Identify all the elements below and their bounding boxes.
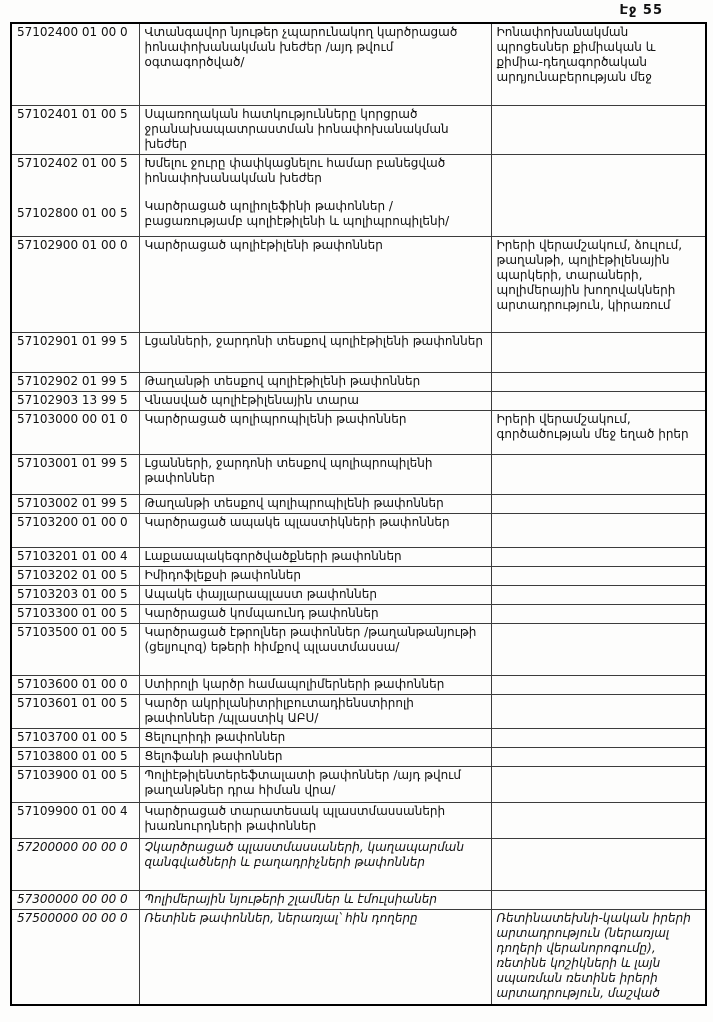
waste-description: Ստիրոլի կարծր համապոլիմերների թափոններ [144, 676, 445, 691]
source-cell [491, 154, 706, 236]
code-cell [11, 332, 139, 372]
waste-description: Վնասված պոլիէթիլենային տարա [144, 392, 359, 407]
description-cell [139, 675, 491, 694]
table-row [11, 675, 706, 694]
code-cell [11, 747, 139, 766]
source-cell [491, 547, 706, 566]
waste-code: 57102402 01 00 5 [17, 155, 128, 170]
waste-description: Թաղանթի տեսքով պոլիէթիլենի թափոններ [144, 373, 421, 388]
source-cell [491, 623, 706, 675]
waste-description: Չկարծրացած պլաստմասսաների, կաղապարման զանգվածների և բաղադրիչների թափոններ [144, 839, 464, 869]
description-cell [139, 372, 491, 391]
code-cell [11, 23, 139, 105]
waste-description: Իմիդոֆլեքսի թափոններ [144, 567, 302, 582]
code-cell [11, 890, 139, 909]
source-cell [491, 23, 706, 105]
code-cell [11, 105, 139, 154]
description-cell [139, 604, 491, 623]
code-cell [11, 675, 139, 694]
waste-code: 57103001 01 99 5 [17, 455, 128, 470]
waste-description: Կարծրացած պոլիպրոպիլենի թափոններ [144, 411, 407, 426]
source-cell [491, 454, 706, 494]
table-row [11, 332, 706, 372]
description-cell [139, 23, 491, 105]
source-cell [491, 391, 706, 410]
table-row [11, 410, 706, 454]
code-cell [11, 154, 139, 236]
description-cell [139, 494, 491, 513]
code-cell [11, 372, 139, 391]
table-row [11, 604, 706, 623]
waste-description: Լցանների, ջարդոնի տեսքով պոլիպրոպիլենի թափոններ [144, 455, 433, 485]
source-cell [491, 675, 706, 694]
source-cell [491, 604, 706, 623]
waste-code: 57102800 01 00 5 [17, 205, 128, 220]
source-cell [491, 802, 706, 838]
waste-description: Կարծրացած պոլիէթիլենի թափոններ [144, 237, 383, 252]
page-number: Էջ 55 [619, 3, 663, 18]
waste-code: 57103200 01 00 0 [17, 514, 128, 529]
code-cell [11, 566, 139, 585]
waste-source: Իրերի վերամշակում, գործածության մեջ եղած իրեր [496, 411, 689, 441]
waste-source: Ռետինատեխնի-կական իրերի արտադրություն (ներառյալ դողերի վերանորոգումը), ռետինե կոշիկների և լայն սպառման ռետինե իրերի արտադրություն, մաշված [496, 910, 691, 1000]
code-cell [11, 694, 139, 728]
waste-code: 57103202 01 00 5 [17, 567, 128, 582]
table-row [11, 728, 706, 747]
waste-description: Սպառողական հատկությունները կորցրած ջրանախապատրաստման իոնափոխանակման խեժեր [144, 106, 449, 151]
table-row [11, 454, 706, 494]
waste-source: Իրերի վերամշակում, ձուլում, թաղանթի, պոլիէթիլենային պարկերի, տարաների, պոլիմերային խողովակների արտադրություն, կիրառում [496, 237, 683, 312]
waste-code: 57103500 01 00 5 [17, 624, 128, 639]
table-row [11, 154, 706, 236]
code-cell [11, 766, 139, 802]
source-cell [491, 372, 706, 391]
table-row [11, 236, 706, 332]
waste-description: Խմելու ջուրը փափկացնելու համար բանեցված իոնափոխանակման խեժեր [144, 155, 446, 185]
table-row [11, 838, 706, 890]
waste-description: Պոլիէթիլենտերեֆտալատի թափոններ /այդ թվում թաղանթներ դրա հիման վրա/ [144, 767, 461, 797]
waste-table-body [11, 23, 706, 1005]
code-cell [11, 604, 139, 623]
code-cell [11, 838, 139, 890]
description-cell [139, 454, 491, 494]
waste-description: Լաքաապակեգործվածքների թափոններ [144, 548, 402, 563]
waste-description: Ցելոֆանի թափոններ [144, 748, 283, 763]
description-cell [139, 909, 491, 1005]
table-row [11, 890, 706, 909]
waste-description: Թաղանթի տեսքով պոլիպրոպիլենի թափոններ [144, 495, 444, 510]
waste-code: 57103000 00 01 0 [17, 411, 128, 426]
source-cell [491, 890, 706, 909]
code-cell [11, 513, 139, 547]
description-cell [139, 728, 491, 747]
table-row [11, 802, 706, 838]
waste-description: Կարծրացած ապակե պլաստիկների թափոններ [144, 514, 450, 529]
source-cell [491, 236, 706, 332]
waste-code: 57102903 13 99 5 [17, 392, 128, 407]
code-cell [11, 494, 139, 513]
table-row [11, 494, 706, 513]
code-cell [11, 454, 139, 494]
waste-code: 57103601 01 00 5 [17, 695, 128, 710]
waste-code: 57103900 01 00 5 [17, 767, 128, 782]
description-cell [139, 694, 491, 728]
code-cell [11, 585, 139, 604]
description-cell [139, 585, 491, 604]
waste-table [10, 22, 707, 1006]
code-cell [11, 623, 139, 675]
table-row [11, 585, 706, 604]
description-cell [139, 513, 491, 547]
code-cell [11, 547, 139, 566]
source-cell [491, 766, 706, 802]
waste-description: Ցելուլոիդի թափոններ [144, 729, 286, 744]
source-cell [491, 566, 706, 585]
waste-code: 57102900 01 00 0 [17, 237, 128, 252]
waste-code: 57200000 00 00 0 [17, 839, 128, 854]
table-row [11, 513, 706, 547]
table-row [11, 566, 706, 585]
table-row [11, 105, 706, 154]
table-row [11, 623, 706, 675]
waste-code: 57103600 01 00 0 [17, 676, 128, 691]
source-cell [491, 909, 706, 1005]
waste-description: Պոլիմերային նյութերի շլամներ և էմուլսիաներ [144, 891, 437, 906]
description-cell [139, 154, 491, 236]
description-cell [139, 391, 491, 410]
waste-code: 57500000 00 00 0 [17, 910, 128, 925]
waste-code: 57102400 01 00 0 [17, 25, 128, 39]
description-cell [139, 623, 491, 675]
waste-code: 57103203 01 00 5 [17, 586, 128, 601]
source-cell [491, 513, 706, 547]
waste-code: 57103700 01 00 5 [17, 729, 128, 744]
waste-code: 57102901 01 99 5 [17, 333, 128, 348]
description-cell [139, 838, 491, 890]
description-cell [139, 410, 491, 454]
waste-description: Կարծրացած պոլիոլեֆինի թափոններ /բացառությամբ պոլիէթիլենի և պոլիպրոպիլենի/ [144, 198, 450, 228]
waste-code: 57102401 01 00 5 [17, 106, 128, 121]
waste-description: Կարծրացած էթրոլներ թափոններ /թաղանթանյութի (ցելյուլոզ) եթերի հիմքով պլաստմասսա/ [144, 624, 477, 654]
description-cell [139, 890, 491, 909]
waste-description: Ապակե փայլարապլաստ թափոններ [144, 586, 377, 601]
waste-code: 57103300 01 00 5 [17, 605, 128, 620]
waste-description: Կարծրացած տարատեսակ պլաստմասսաների խառնուրդների թափոններ [144, 803, 446, 833]
waste-code: 57109900 01 00 4 [17, 803, 128, 818]
source-cell [491, 105, 706, 154]
code-cell [11, 236, 139, 332]
table-row [11, 547, 706, 566]
table-row [11, 747, 706, 766]
description-cell [139, 747, 491, 766]
waste-description: Լցանների, ջարդոնի տեսքով պոլիէթիլենի թափոններ [144, 333, 483, 348]
source-cell [491, 838, 706, 890]
waste-description: Ռետինե թափոններ, ներառյալ՝ հին դողերը [144, 910, 418, 925]
description-cell [139, 802, 491, 838]
source-cell [491, 694, 706, 728]
code-cell [11, 391, 139, 410]
description-cell [139, 236, 491, 332]
waste-code: 57103002 01 99 5 [17, 495, 128, 510]
description-cell [139, 766, 491, 802]
source-cell [491, 728, 706, 747]
description-cell [139, 547, 491, 566]
source-cell [491, 332, 706, 372]
code-cell [11, 728, 139, 747]
source-cell [491, 585, 706, 604]
table-row [11, 694, 706, 728]
code-cell [11, 909, 139, 1005]
waste-code: 57300000 00 00 0 [17, 891, 128, 906]
description-cell [139, 105, 491, 154]
table-row [11, 391, 706, 410]
source-cell [491, 494, 706, 513]
table-row [11, 766, 706, 802]
description-cell [139, 332, 491, 372]
source-cell [491, 410, 706, 454]
waste-source: Իոնափոխանակման պրոցեսներ քիմիական և քիմիա-դեղագործական արդյունաբերության մեջ [496, 25, 656, 84]
waste-code: 57102902 01 99 5 [17, 373, 128, 388]
source-cell [491, 747, 706, 766]
waste-description: Վտանգավոր նյութեր չպարունակող կարծրացած իոնափոխանակման խեժեր /այդ թվում օգտագործված/ [144, 25, 458, 69]
code-cell [11, 802, 139, 838]
table-row [11, 372, 706, 391]
waste-description: Կարծր ակրիլանիտրիլբուտադիենստիրոլի թափոններ /պլաստիկ ԱԲՍ/ [144, 695, 414, 725]
waste-code: 57103201 01 00 4 [17, 548, 128, 563]
waste-description: Կարծրացած կոմպաունդ թափոններ [144, 605, 379, 620]
table-row [11, 909, 706, 1005]
waste-code: 57103800 01 00 5 [17, 748, 128, 763]
code-cell [11, 410, 139, 454]
table-row [11, 23, 706, 105]
description-cell [139, 566, 491, 585]
